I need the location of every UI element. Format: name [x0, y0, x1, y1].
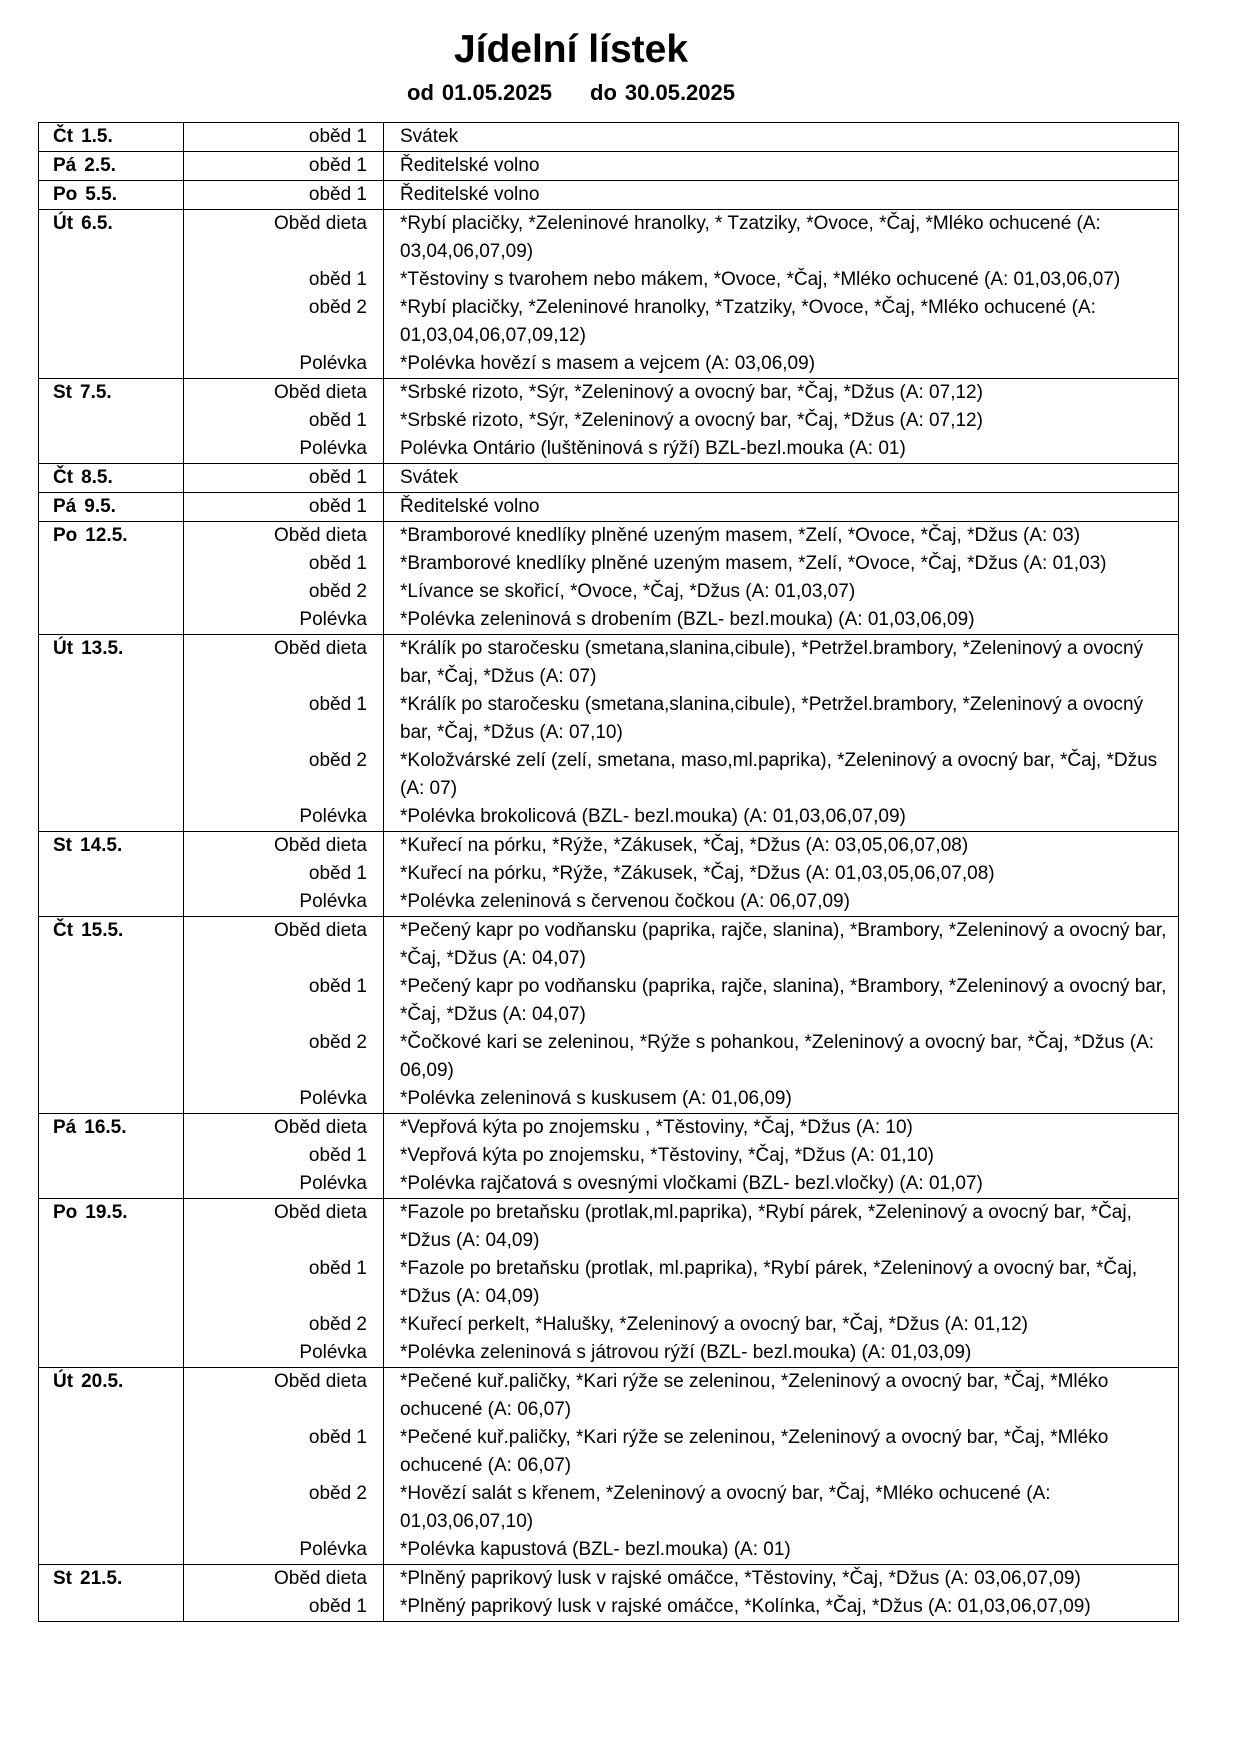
meal-description: Ředitelské volno [400, 496, 540, 517]
day-name: Po [53, 525, 78, 546]
menu-row [39, 522, 1179, 551]
day-date: 13.5. [81, 638, 124, 659]
meal-type: oběd 1 [184, 181, 384, 210]
menu-row [39, 152, 1179, 181]
menu-row [39, 435, 1179, 464]
day-cell [39, 803, 184, 832]
meal-description: *Hovězí salát s křenem, *Zeleninový a ovocný bar, *Čaj, *Mléko ochucené (A: 01,03,06,07,10) [400, 1483, 1051, 1532]
meal-description: *Králík po staročesku (smetana,slanina,cibule), *Petržel.brambory, *Zeleninový a ovocný bar, *Čaj, *Džus (A: 07,10) [400, 694, 1144, 743]
menu-row [39, 1593, 1179, 1622]
meal-description: *Polévka zeleninová s drobením (BZL- bezl.mouka) (A: 01,03,06,09) [400, 609, 975, 630]
menu-row [39, 1424, 1179, 1480]
day-block [39, 832, 1179, 917]
meal-description: *Těstoviny s tvarohem nebo mákem, *Ovoce, *Čaj, *Mléko ochucené (A: 01,03,06,07) [400, 269, 1121, 290]
day-date: 16.5. [84, 1117, 127, 1138]
day-date: 21.5. [80, 1568, 123, 1589]
meal-description: *Vepřová kýta po znojemsku , *Těstoviny, *Čaj, *Džus (A: 10) [400, 1117, 913, 1138]
menu-row [39, 210, 1179, 267]
menu-row [39, 1170, 1179, 1199]
day-block [39, 635, 1179, 832]
day-cell [39, 435, 184, 464]
meal-type: Oběd dieta [184, 1114, 384, 1143]
day-name: St [53, 1568, 72, 1589]
meal-type: Oběd dieta [184, 635, 384, 692]
day-date: 12.5. [85, 525, 128, 546]
meal-type: Polévka [184, 1536, 384, 1565]
meal-type: Polévka [184, 888, 384, 917]
meal-description: *Čočkové kari se zeleninou, *Rýže s pohankou, *Zeleninový a ovocný bar, *Čaj, *Džus (A: 06,09) [400, 1032, 1155, 1081]
meal-description: *Pečené kuř.paličky, *Kari rýže se zeleninou, *Zeleninový a ovocný bar, *Čaj, *Mléko ochucené (A: 06,07) [400, 1427, 1109, 1476]
meal-type: Polévka [184, 1339, 384, 1368]
menu-row [39, 1199, 1179, 1256]
menu-row [39, 578, 1179, 606]
meal-type: oběd 1 [184, 123, 384, 152]
day-block [39, 493, 1179, 522]
day-cell [39, 1424, 184, 1480]
day-cell [39, 1593, 184, 1622]
day-block [39, 210, 1179, 379]
meal-description: Ředitelské volno [400, 184, 540, 205]
day-cell [39, 747, 184, 803]
day-block [39, 1565, 1179, 1622]
meal-description: *Rybí placičky, *Zeleninové hranolky, * Tzatziky, *Ovoce, *Čaj, *Mléko ochucené (A: 03,04,06,07,09) [400, 213, 1101, 262]
meal-type: oběd 1 [184, 550, 384, 578]
day-name: St [53, 382, 72, 403]
meal-description: *Polévka kapustová (BZL- bezl.mouka) (A: 01) [400, 1539, 791, 1560]
from-label: od [407, 80, 434, 105]
menu-table [38, 122, 1179, 1622]
meal-type: oběd 1 [184, 860, 384, 888]
day-cell [39, 493, 184, 522]
meal-type: oběd 1 [184, 1593, 384, 1622]
menu-row [39, 1311, 1179, 1339]
day-cell [39, 1029, 184, 1085]
day-date: 1.5. [81, 126, 113, 147]
to-label: do [590, 80, 617, 105]
day-name: Pá [53, 155, 77, 176]
day-cell [39, 550, 184, 578]
day-date: 14.5. [80, 835, 123, 856]
day-name: Čt [53, 467, 74, 488]
meal-type: oběd 2 [184, 1029, 384, 1085]
menu-row [39, 1480, 1179, 1536]
day-name: Čt [53, 920, 74, 941]
meal-description: *Bramborové knedlíky plněné uzeným masem, *Zelí, *Ovoce, *Čaj, *Džus (A: 01,03) [400, 553, 1107, 574]
meal-type: oběd 1 [184, 493, 384, 522]
meal-description: *Rybí placičky, *Zeleninové hranolky, *Tzatziky, *Ovoce, *Čaj, *Mléko ochucené (A: 01,03,04,06,07,09,12) [400, 297, 1096, 346]
meal-type: oběd 2 [184, 747, 384, 803]
menu-row [39, 1114, 1179, 1143]
day-cell [39, 691, 184, 747]
meal-description: Ředitelské volno [400, 155, 540, 176]
menu-row [39, 493, 1179, 522]
menu-row [39, 294, 1179, 350]
menu-row [39, 1255, 1179, 1311]
meal-type: oběd 1 [184, 152, 384, 181]
meal-type: oběd 1 [184, 973, 384, 1029]
day-block [39, 1199, 1179, 1368]
day-date: 2.5. [84, 155, 116, 176]
day-cell [39, 1480, 184, 1536]
meal-description: *Kuřecí na pórku, *Rýže, *Zákusek, *Čaj, *Džus (A: 01,03,05,06,07,08) [400, 863, 995, 884]
meal-description: *Polévka hovězí s masem a vejcem (A: 03,06,09) [400, 353, 816, 374]
menu-row [39, 1142, 1179, 1170]
menu-row [39, 464, 1179, 493]
meal-description: *Srbské rizoto, *Sýr, *Zeleninový a ovocný bar, *Čaj, *Džus (A: 07,12) [400, 382, 983, 403]
meal-description: *Kuřecí perkelt, *Halušky, *Zeleninový a ovocný bar, *Čaj, *Džus (A: 01,12) [400, 1314, 1028, 1335]
day-name: Čt [53, 126, 74, 147]
day-block [39, 1114, 1179, 1199]
meal-description: *Polévka brokolicová (BZL- bezl.mouka) (A: 01,03,06,07,09) [400, 806, 906, 827]
meal-description: *Fazole po bretaňsku (protlak, ml.paprika), *Rybí párek, *Zeleninový a ovocný bar, *Čaj, *Džus (A: 04,09) [400, 1258, 1138, 1307]
meal-type: oběd 2 [184, 1480, 384, 1536]
meal-description: *Polévka zeleninová s červenou čočkou (A: 06,07,09) [400, 891, 850, 912]
day-name: Po [53, 184, 78, 205]
menu-row [39, 860, 1179, 888]
day-block [39, 152, 1179, 181]
day-block [39, 522, 1179, 635]
meal-type: oběd 2 [184, 578, 384, 606]
meal-type: Oběd dieta [184, 522, 384, 551]
menu-row [39, 550, 1179, 578]
day-cell [39, 973, 184, 1029]
day-cell [39, 888, 184, 917]
to-date: 30.05.2025 [624, 80, 735, 105]
meal-type: Polévka [184, 1085, 384, 1114]
day-date: 20.5. [81, 1371, 124, 1392]
page-title: Jídelní lístek [453, 28, 689, 71]
day-cell [39, 1311, 184, 1339]
from-date: 01.05.2025 [441, 80, 552, 105]
meal-description: Svátek [400, 467, 459, 488]
day-cell [39, 181, 184, 210]
day-cell [39, 266, 184, 294]
meal-description: *Lívance se skořicí, *Ovoce, *Čaj, *Džus (A: 01,03,07) [400, 581, 856, 602]
meal-description: Polévka Ontário (luštěninová s rýží) BZL-bezl.mouka (A: 01) [400, 438, 906, 459]
day-name: Út [53, 638, 74, 659]
meal-type: oběd 1 [184, 1424, 384, 1480]
day-cell [39, 1565, 184, 1594]
menu-row [39, 1536, 1179, 1565]
day-cell [39, 1255, 184, 1311]
day-name: Pá [53, 1117, 77, 1138]
day-cell [39, 210, 184, 267]
day-block [39, 917, 1179, 1114]
menu-row [39, 1565, 1179, 1594]
meal-type: oběd 1 [184, 407, 384, 435]
day-block [39, 1368, 1179, 1565]
meal-description: *Pečené kuř.paličky, *Kari rýže se zeleninou, *Zeleninový a ovocný bar, *Čaj, *Mléko ochucené (A: 06,07) [400, 1371, 1109, 1420]
day-date: 15.5. [81, 920, 124, 941]
meal-description: *Fazole po bretaňsku (protlak,ml.paprika), *Rybí párek, *Zeleninový a ovocný bar, *Čaj, *Džus (A: 04,09) [400, 1202, 1132, 1251]
day-cell [39, 1142, 184, 1170]
meal-description: *Pečený kapr po vodňansku (paprika, rajče, slanina), *Brambory, *Zeleninový a ovocný bar, *Čaj, *Džus (A: 04,07) [400, 976, 1167, 1025]
day-cell [39, 464, 184, 493]
meal-type: Oběd dieta [184, 1368, 384, 1425]
day-cell [39, 578, 184, 606]
day-cell [39, 522, 184, 551]
day-cell [39, 1368, 184, 1425]
menu-row [39, 635, 1179, 692]
meal-type: Oběd dieta [184, 210, 384, 267]
day-cell [39, 635, 184, 692]
day-date: 8.5. [81, 467, 113, 488]
meal-type: oběd 1 [184, 1255, 384, 1311]
menu-row [39, 266, 1179, 294]
day-cell [39, 1199, 184, 1256]
meal-type: Polévka [184, 435, 384, 464]
day-cell [39, 379, 184, 408]
meal-type: oběd 1 [184, 1142, 384, 1170]
day-name: Út [53, 213, 74, 234]
meal-type: oběd 1 [184, 691, 384, 747]
day-cell [39, 606, 184, 635]
meal-type: Polévka [184, 803, 384, 832]
meal-description: *Plněný paprikový lusk v rajské omáčce, *Kolínka, *Čaj, *Džus (A: 01,03,06,07,09) [400, 1596, 1091, 1617]
day-cell [39, 1114, 184, 1143]
meal-description: *Koložvárské zelí (zelí, smetana, maso,ml.paprika), *Zeleninový a ovocný bar, *Čaj, *Džus (A: 07) [400, 750, 1158, 799]
day-cell [39, 152, 184, 181]
meal-description: *Polévka rajčatová s ovesnými vločkami (BZL- bezl.vločky) (A: 01,07) [400, 1173, 983, 1194]
menu-row [39, 888, 1179, 917]
menu-row [39, 832, 1179, 861]
date-range [0, 80, 1142, 106]
menu-row [39, 691, 1179, 747]
day-date: 7.5. [80, 382, 112, 403]
meal-description: *Bramborové knedlíky plněné uzeným masem, *Zelí, *Ovoce, *Čaj, *Džus (A: 03) [400, 525, 1081, 546]
day-name: Út [53, 1371, 74, 1392]
menu-row [39, 606, 1179, 635]
day-block [39, 123, 1179, 152]
meal-description: *Polévka zeleninová s játrovou rýží (BZL- bezl.mouka) (A: 01,03,09) [400, 1342, 972, 1363]
meal-type: Oběd dieta [184, 832, 384, 861]
day-block [39, 181, 1179, 210]
day-name: Pá [53, 496, 77, 517]
meal-type: Polévka [184, 606, 384, 635]
meal-type: oběd 2 [184, 294, 384, 350]
day-cell [39, 407, 184, 435]
meal-description: *Králík po staročesku (smetana,slanina,cibule), *Petržel.brambory, *Zeleninový a ovocný bar, *Čaj, *Džus (A: 07) [400, 638, 1144, 687]
day-cell [39, 1170, 184, 1199]
day-cell [39, 294, 184, 350]
menu-row [39, 181, 1179, 210]
menu-row [39, 407, 1179, 435]
menu-row [39, 917, 1179, 974]
meal-type: Polévka [184, 350, 384, 379]
menu-row [39, 123, 1179, 152]
day-cell [39, 917, 184, 974]
meal-type: oběd 1 [184, 266, 384, 294]
menu-row [39, 1368, 1179, 1425]
day-cell [39, 1085, 184, 1114]
day-name: St [53, 835, 72, 856]
day-date: 19.5. [85, 1202, 128, 1223]
meal-type: oběd 1 [184, 464, 384, 493]
day-cell [39, 350, 184, 379]
menu-row [39, 747, 1179, 803]
menu-row [39, 350, 1179, 379]
meal-description: *Plněný paprikový lusk v rajské omáčce, *Těstoviny, *Čaj, *Džus (A: 03,06,07,09) [400, 1568, 1081, 1589]
menu-row [39, 379, 1179, 408]
day-date: 5.5. [85, 184, 117, 205]
meal-type: Oběd dieta [184, 379, 384, 408]
day-date: 9.5. [84, 496, 116, 517]
day-cell [39, 123, 184, 152]
meal-description: Svátek [400, 126, 459, 147]
day-block [39, 464, 1179, 493]
meal-type: Oběd dieta [184, 1199, 384, 1256]
meal-type: Oběd dieta [184, 917, 384, 974]
meal-description: *Srbské rizoto, *Sýr, *Zeleninový a ovocný bar, *Čaj, *Džus (A: 07,12) [400, 410, 983, 431]
meal-description: *Polévka zeleninová s kuskusem (A: 01,06,09) [400, 1088, 792, 1109]
meal-description: *Pečený kapr po vodňansku (paprika, rajče, slanina), *Brambory, *Zeleninový a ovocný bar, *Čaj, *Džus (A: 04,07) [400, 920, 1167, 969]
menu-row [39, 973, 1179, 1029]
menu-row [39, 1029, 1179, 1085]
meal-type: oběd 2 [184, 1311, 384, 1339]
meal-type: Oběd dieta [184, 1565, 384, 1594]
day-name: Po [53, 1202, 78, 1223]
meal-type: Polévka [184, 1170, 384, 1199]
day-cell [39, 1536, 184, 1565]
day-cell [39, 1339, 184, 1368]
day-cell [39, 860, 184, 888]
menu-row [39, 1339, 1179, 1368]
day-cell [39, 832, 184, 861]
meal-description: *Vepřová kýta po znojemsku, *Těstoviny, *Čaj, *Džus (A: 01,10) [400, 1145, 935, 1166]
menu-row [39, 1085, 1179, 1114]
day-block [39, 379, 1179, 464]
menu-row [39, 803, 1179, 832]
meal-description: *Kuřecí na pórku, *Rýže, *Zákusek, *Čaj, *Džus (A: 03,05,06,07,08) [400, 835, 969, 856]
day-date: 6.5. [81, 213, 113, 234]
